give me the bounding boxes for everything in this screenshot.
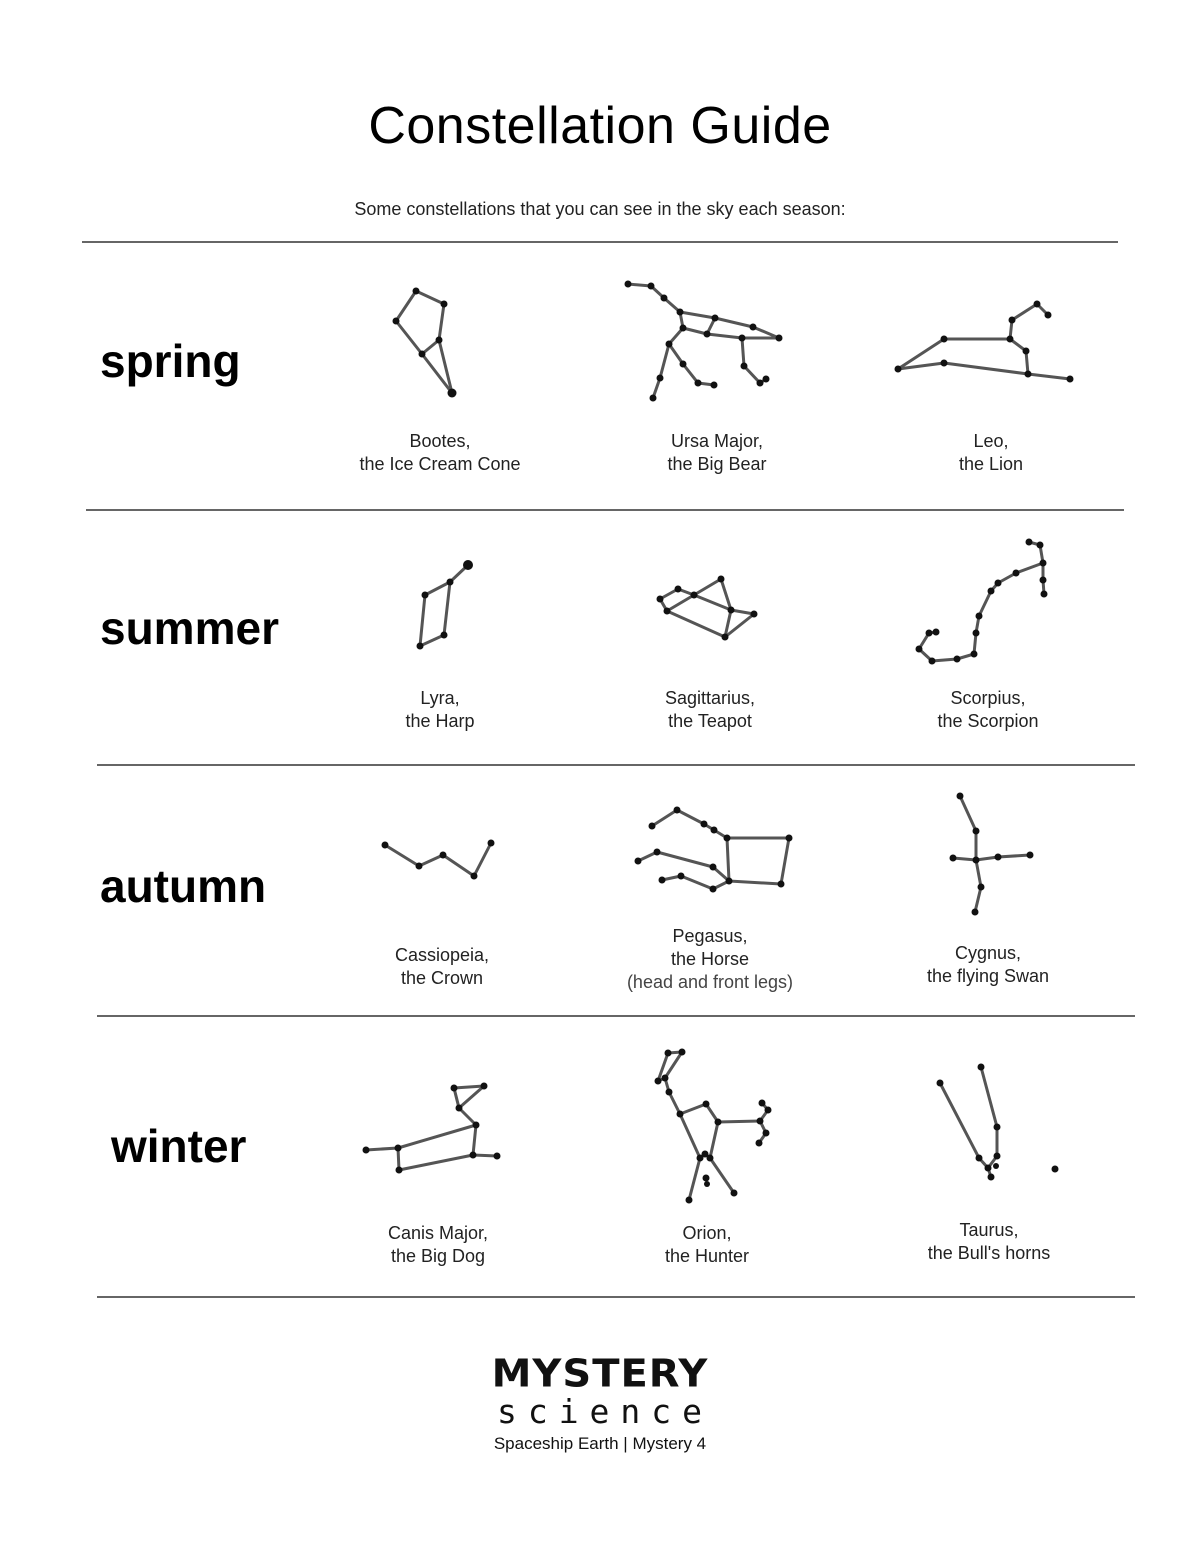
mystery-science-logo [0, 1352, 1200, 1454]
caption-name: Leo, [973, 431, 1009, 451]
caption-name: Orion, [682, 1223, 732, 1243]
cygnus-stars [950, 793, 1034, 916]
sagittarius-drawing [650, 570, 765, 645]
taurus-lines [940, 1067, 997, 1177]
season-label-autumn: autumn [100, 860, 267, 912]
cassiopeia-lines [385, 843, 491, 876]
divider-spring-summer [86, 509, 1124, 511]
orion-stars [655, 1049, 772, 1204]
caption-nickname: the Crown [400, 968, 484, 988]
caption-nickname: the Lion [958, 454, 1024, 474]
caption-canis-major [318, 1222, 558, 1268]
caption-nickname: the Big Bear [667, 454, 767, 474]
scorpius-stars [916, 539, 1048, 665]
taurus-stars [937, 1064, 1059, 1181]
cygnus-lines [953, 796, 1030, 912]
caption-nickname: the Hunter [664, 1246, 750, 1266]
caption-name: Cygnus, [954, 943, 1022, 963]
pegasus-stars [635, 807, 793, 893]
orion-drawing [650, 1045, 780, 1205]
season-label-spring: spring [100, 335, 241, 387]
leo-lines [898, 304, 1070, 379]
caption-ursa-major [597, 430, 837, 476]
caption-bootes [320, 430, 560, 476]
caption-nickname: the Big Dog [390, 1246, 486, 1266]
scorpius-lines [919, 542, 1044, 661]
caption-name: Pegasus, [672, 926, 748, 946]
caption-nickname: the Bull's horns [927, 1243, 1051, 1263]
season-label-winter: winter [111, 1120, 247, 1172]
divider-bottom [97, 1296, 1135, 1298]
pegasus-drawing [630, 800, 798, 895]
taurus-drawing [930, 1060, 1065, 1185]
lyra-drawing [410, 558, 475, 653]
page-title: Constellation Guide [368, 97, 832, 155]
bootes-stars [393, 288, 457, 398]
ursa-major-lines [628, 284, 779, 398]
caption-cassiopeia [322, 944, 562, 990]
caption-name: Bootes, [409, 431, 471, 451]
caption-nickname: the flying Swan [926, 966, 1050, 986]
canis-major-drawing [355, 1076, 505, 1176]
caption-note: (head and front legs) [626, 972, 794, 992]
caption-scorpius [868, 687, 1108, 733]
orion-lines [658, 1052, 768, 1200]
season-label-summer: summer [100, 602, 279, 654]
leo-stars [895, 301, 1074, 383]
sagittarius-lines [660, 579, 754, 637]
caption-name: Lyra, [420, 688, 460, 708]
caption-name: Canis Major, [387, 1223, 489, 1243]
caption-nickname: the Scorpion [937, 711, 1039, 731]
cassiopeia-drawing [378, 835, 500, 883]
cassiopeia-stars [382, 840, 495, 880]
ursa-major-drawing [615, 275, 790, 410]
caption-taurus [869, 1219, 1109, 1265]
caption-orion [587, 1222, 827, 1268]
cygnus-drawing [945, 788, 1037, 918]
caption-cygnus [868, 942, 1108, 988]
caption-nickname: the Teapot [668, 711, 752, 731]
caption-nickname: the Ice Cream Cone [359, 454, 521, 474]
page-subtitle: Some constellations that you can see in the sky each season: [354, 199, 846, 219]
caption-nickname: the Horse [670, 949, 750, 969]
footer-text: Spaceship Earth | Mystery 4 [493, 1434, 707, 1453]
scorpius-drawing [910, 535, 1060, 665]
divider-autumn-winter [97, 1015, 1135, 1017]
leo-drawing [890, 295, 1080, 385]
divider-top [82, 241, 1118, 243]
divider-summer-autumn [97, 764, 1135, 766]
caption-lyra [320, 687, 560, 733]
caption-leo [871, 430, 1111, 476]
bootes-drawing [380, 280, 480, 405]
caption-name: Ursa Major, [670, 431, 764, 451]
caption-sagittarius [590, 687, 830, 733]
logo-line-mystery: MYSTERY [491, 1352, 709, 1396]
logo-line-science: science [496, 1392, 714, 1431]
caption-pegasus [590, 925, 830, 994]
canis-major-stars [363, 1083, 501, 1174]
caption-name: Sagittarius, [664, 688, 756, 708]
caption-name: Scorpius, [950, 688, 1026, 708]
caption-name: Cassiopeia, [394, 945, 490, 965]
caption-nickname: the Harp [405, 711, 475, 731]
caption-name: Taurus, [959, 1220, 1019, 1240]
